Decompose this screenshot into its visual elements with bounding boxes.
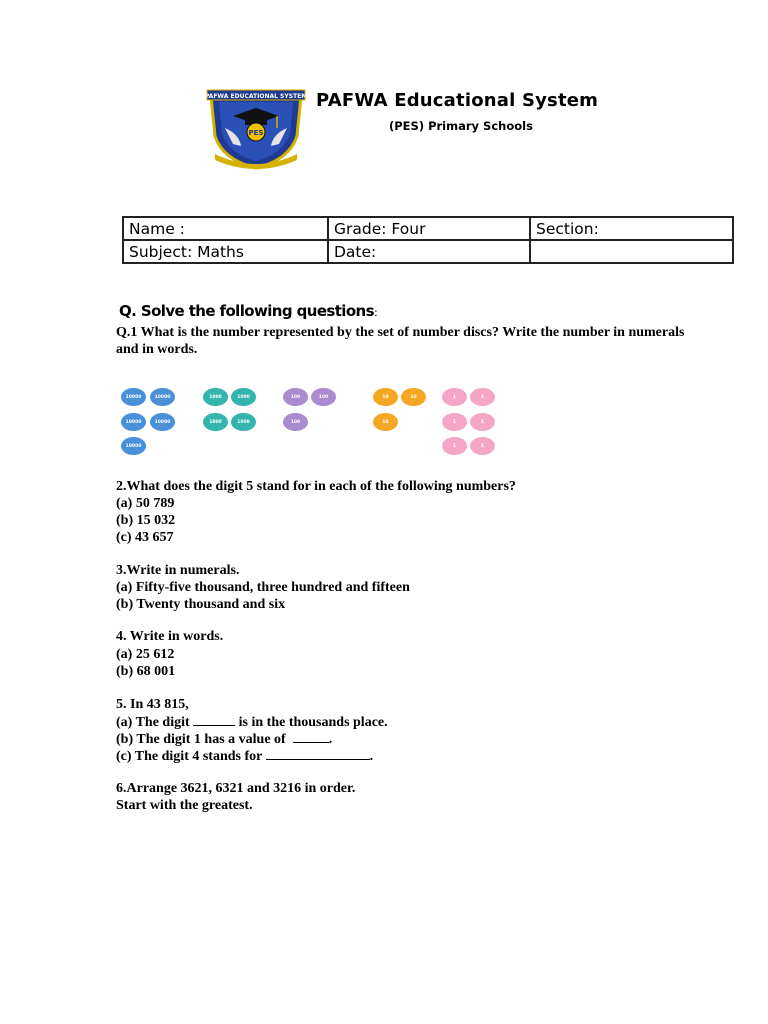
heading-text: Q. Solve the following questions: [119, 302, 374, 320]
school-logo: [205, 88, 307, 170]
q5c-prefix: (c) The digit 4 stands for: [116, 749, 263, 764]
q5c-suffix: .: [369, 749, 374, 764]
disc-hundred: 100: [283, 413, 308, 431]
question-5-text: 5. In 43 815,: [116, 697, 189, 712]
org-subtitle: (PES) Primary Schools: [389, 119, 533, 133]
q5a-prefix: (a) The digit: [116, 715, 190, 730]
disc-ten-thousand: 10000: [121, 437, 146, 455]
question-6-instruction: Start with the greatest.: [116, 798, 253, 813]
question-2-item: (b) 15 032: [116, 513, 176, 528]
disc-one: 1: [442, 437, 467, 455]
disc-one: 1: [442, 388, 467, 406]
question-4-text: 4. Write in words.: [116, 629, 224, 644]
question-3-text: 3.Write in numerals.: [116, 563, 240, 578]
disc-one: 1: [470, 413, 495, 431]
questions-heading: [119, 302, 377, 320]
logo-initials: PES: [248, 129, 264, 137]
question-4-item: (a) 25 612: [116, 647, 175, 662]
question-2-item: (c) 43 657: [116, 530, 174, 545]
org-title: PAFWA Educational System: [316, 90, 599, 111]
name-cell[interactable]: Name :: [123, 217, 328, 240]
question-2-item: (a) 50 789: [116, 496, 175, 511]
q5b-prefix: (b) The digit 1 has a value of: [116, 732, 286, 747]
empty-cell[interactable]: [530, 240, 733, 263]
question-5-item-b: [116, 730, 332, 748]
grade-cell: Grade: Four: [328, 217, 530, 240]
answer-blank[interactable]: [293, 730, 329, 743]
question-4-item: (b) 68 001: [116, 664, 176, 679]
table-row: [123, 217, 733, 240]
answer-blank[interactable]: [193, 713, 235, 726]
answer-blank[interactable]: [266, 747, 370, 760]
question-2-text: 2.What does the digit 5 stand for in each of the following numbers?: [116, 479, 516, 494]
disc-one: 1: [470, 388, 495, 406]
question-5-item-c: [116, 747, 373, 765]
student-info-table: [122, 216, 734, 264]
question-3-item: (b) Twenty thousand and six: [116, 597, 286, 612]
heading-colon: :: [373, 306, 378, 319]
logo-banner-text: PAFWA EDUCATIONAL SYSTEM: [205, 93, 307, 100]
disc-ten-thousand: 10000: [121, 413, 146, 431]
disc-thousand: 1000: [203, 413, 228, 431]
disc-hundred: 100: [311, 388, 336, 406]
disc-one: 1: [442, 413, 467, 431]
question-1-text: Q.1 What is the number represented by the set of number discs? Write the number in numerals and in words.: [116, 325, 685, 357]
disc-ten-thousand: 10000: [150, 388, 175, 406]
disc-thousand: 1000: [231, 413, 256, 431]
disc-ten: 10: [373, 388, 398, 406]
question-3-item: (a) Fifty-five thousand, three hundred and fifteen: [116, 580, 410, 595]
disc-hundred: 100: [283, 388, 308, 406]
q5a-suffix: is in the thousands place.: [238, 715, 388, 730]
question-5-item-a: [116, 713, 388, 731]
date-cell[interactable]: Date:: [328, 240, 530, 263]
disc-ten: 10: [373, 413, 398, 431]
disc-one: 1: [470, 437, 495, 455]
subject-cell: Subject: Maths: [123, 240, 328, 263]
disc-ten: 10: [401, 388, 426, 406]
table-row: [123, 240, 733, 263]
q5b-suffix: .: [328, 732, 333, 747]
section-cell[interactable]: Section:: [530, 217, 733, 240]
question-6-text: 6.Arrange 3621, 6321 and 3216 in order.: [116, 781, 356, 796]
disc-ten-thousand: 10000: [150, 413, 175, 431]
disc-thousand: 1000: [231, 388, 256, 406]
disc-thousand: 1000: [203, 388, 228, 406]
disc-ten-thousand: 10000: [121, 388, 146, 406]
